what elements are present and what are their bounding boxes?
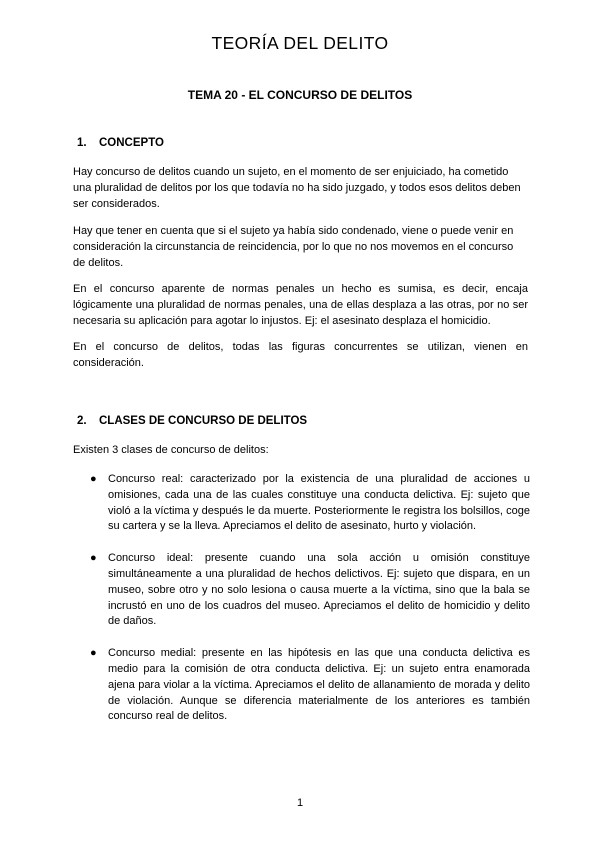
section-2-number: 2. bbox=[77, 415, 87, 427]
bullet-icon: ● bbox=[90, 647, 97, 660]
section-2-heading bbox=[77, 415, 307, 427]
list-item bbox=[90, 646, 530, 725]
concepto-paragraph-3: En el concurso aparente de normas penales un hecho es sumisa, es decir, encaja lógicamente una pluralidad de normas penales, una de ellas desplaza a las otras, por no ser necesaria su aplicación para agotar lo injustos. Ej: el asesinato desplaza el homicidio. bbox=[73, 283, 528, 327]
concurso-medial-text: Concurso medial: presente en las hipótesis en las que una conducta delictiva es medio para la comisión de otra conducta delictiva. Ej: un sujeto entra enamorada ajena para violar a la víctima. Apreciamos el delito de allanamiento de morada y delito de violación. Aunque se diferencia materialmente de los anteriores es también concurso real de delitos. bbox=[108, 647, 530, 723]
bullet-icon: ● bbox=[90, 552, 97, 565]
list-item bbox=[90, 472, 530, 535]
section-1-number: 1. bbox=[77, 137, 87, 149]
bullet-icon: ● bbox=[90, 473, 97, 485]
list-item bbox=[90, 551, 530, 630]
concurso-ideal-text: Concurso ideal: presente cuando una sola acción u omisión constituye simultáneamente a una pluralidad de hechos delictivos. Ej: sujeto que dispara, en un museo, sobre otro y no solo lesiona o causa muerte a la víctima, sino que la bala se incrustó en uno de los cuadros del museo. Apreciamos el delito de homicidio y delito de daños. bbox=[108, 552, 530, 628]
document-title: TEORÍA DEL DELITO bbox=[211, 33, 389, 53]
page-number: 1 bbox=[296, 797, 304, 809]
clases-intro: Existen 3 clases de concurso de delitos: bbox=[73, 444, 269, 456]
section-1-heading bbox=[77, 137, 164, 149]
section-1-title: CONCEPTO bbox=[99, 137, 164, 149]
concepto-paragraph-4: En el concurso de delitos, todas las figuras concurrentes se utilizan, vienen en consideración. bbox=[73, 341, 528, 369]
topic-title: TEMA 20 - EL CONCURSO DE DELITOS bbox=[187, 88, 413, 102]
section-2-title: CLASES DE CONCURSO DE DELITOS bbox=[99, 415, 308, 427]
concepto-paragraph-2: Hay que tener en cuenta que si el sujeto ya había sido condenado, viene o puede venir en consideración la circunstancia de reincidencia, por lo que no nos movemos en el concurso de delitos. bbox=[73, 225, 514, 269]
concepto-paragraph-1: Hay concurso de delitos cuando un sujeto, en el momento de ser enjuiciado, ha cometido una pluralidad de delitos por los que todavía no ha sido juzgado, y todos esos delitos deben ser considerados. bbox=[73, 166, 521, 210]
concurso-real-text: Concurso real: caracterizado por la existencia de una pluralidad de acciones u omisiones, cada una de las cuales constituye una conducta delictiva. Ej: sujeto que violó a la víctima y después le da muerte. Posteriormente le registra los bolsillos, coge su cartera y se la lleva. Apreciamos el delito de asesinato, hurto y violación. bbox=[108, 473, 530, 533]
clases-list bbox=[90, 472, 530, 741]
